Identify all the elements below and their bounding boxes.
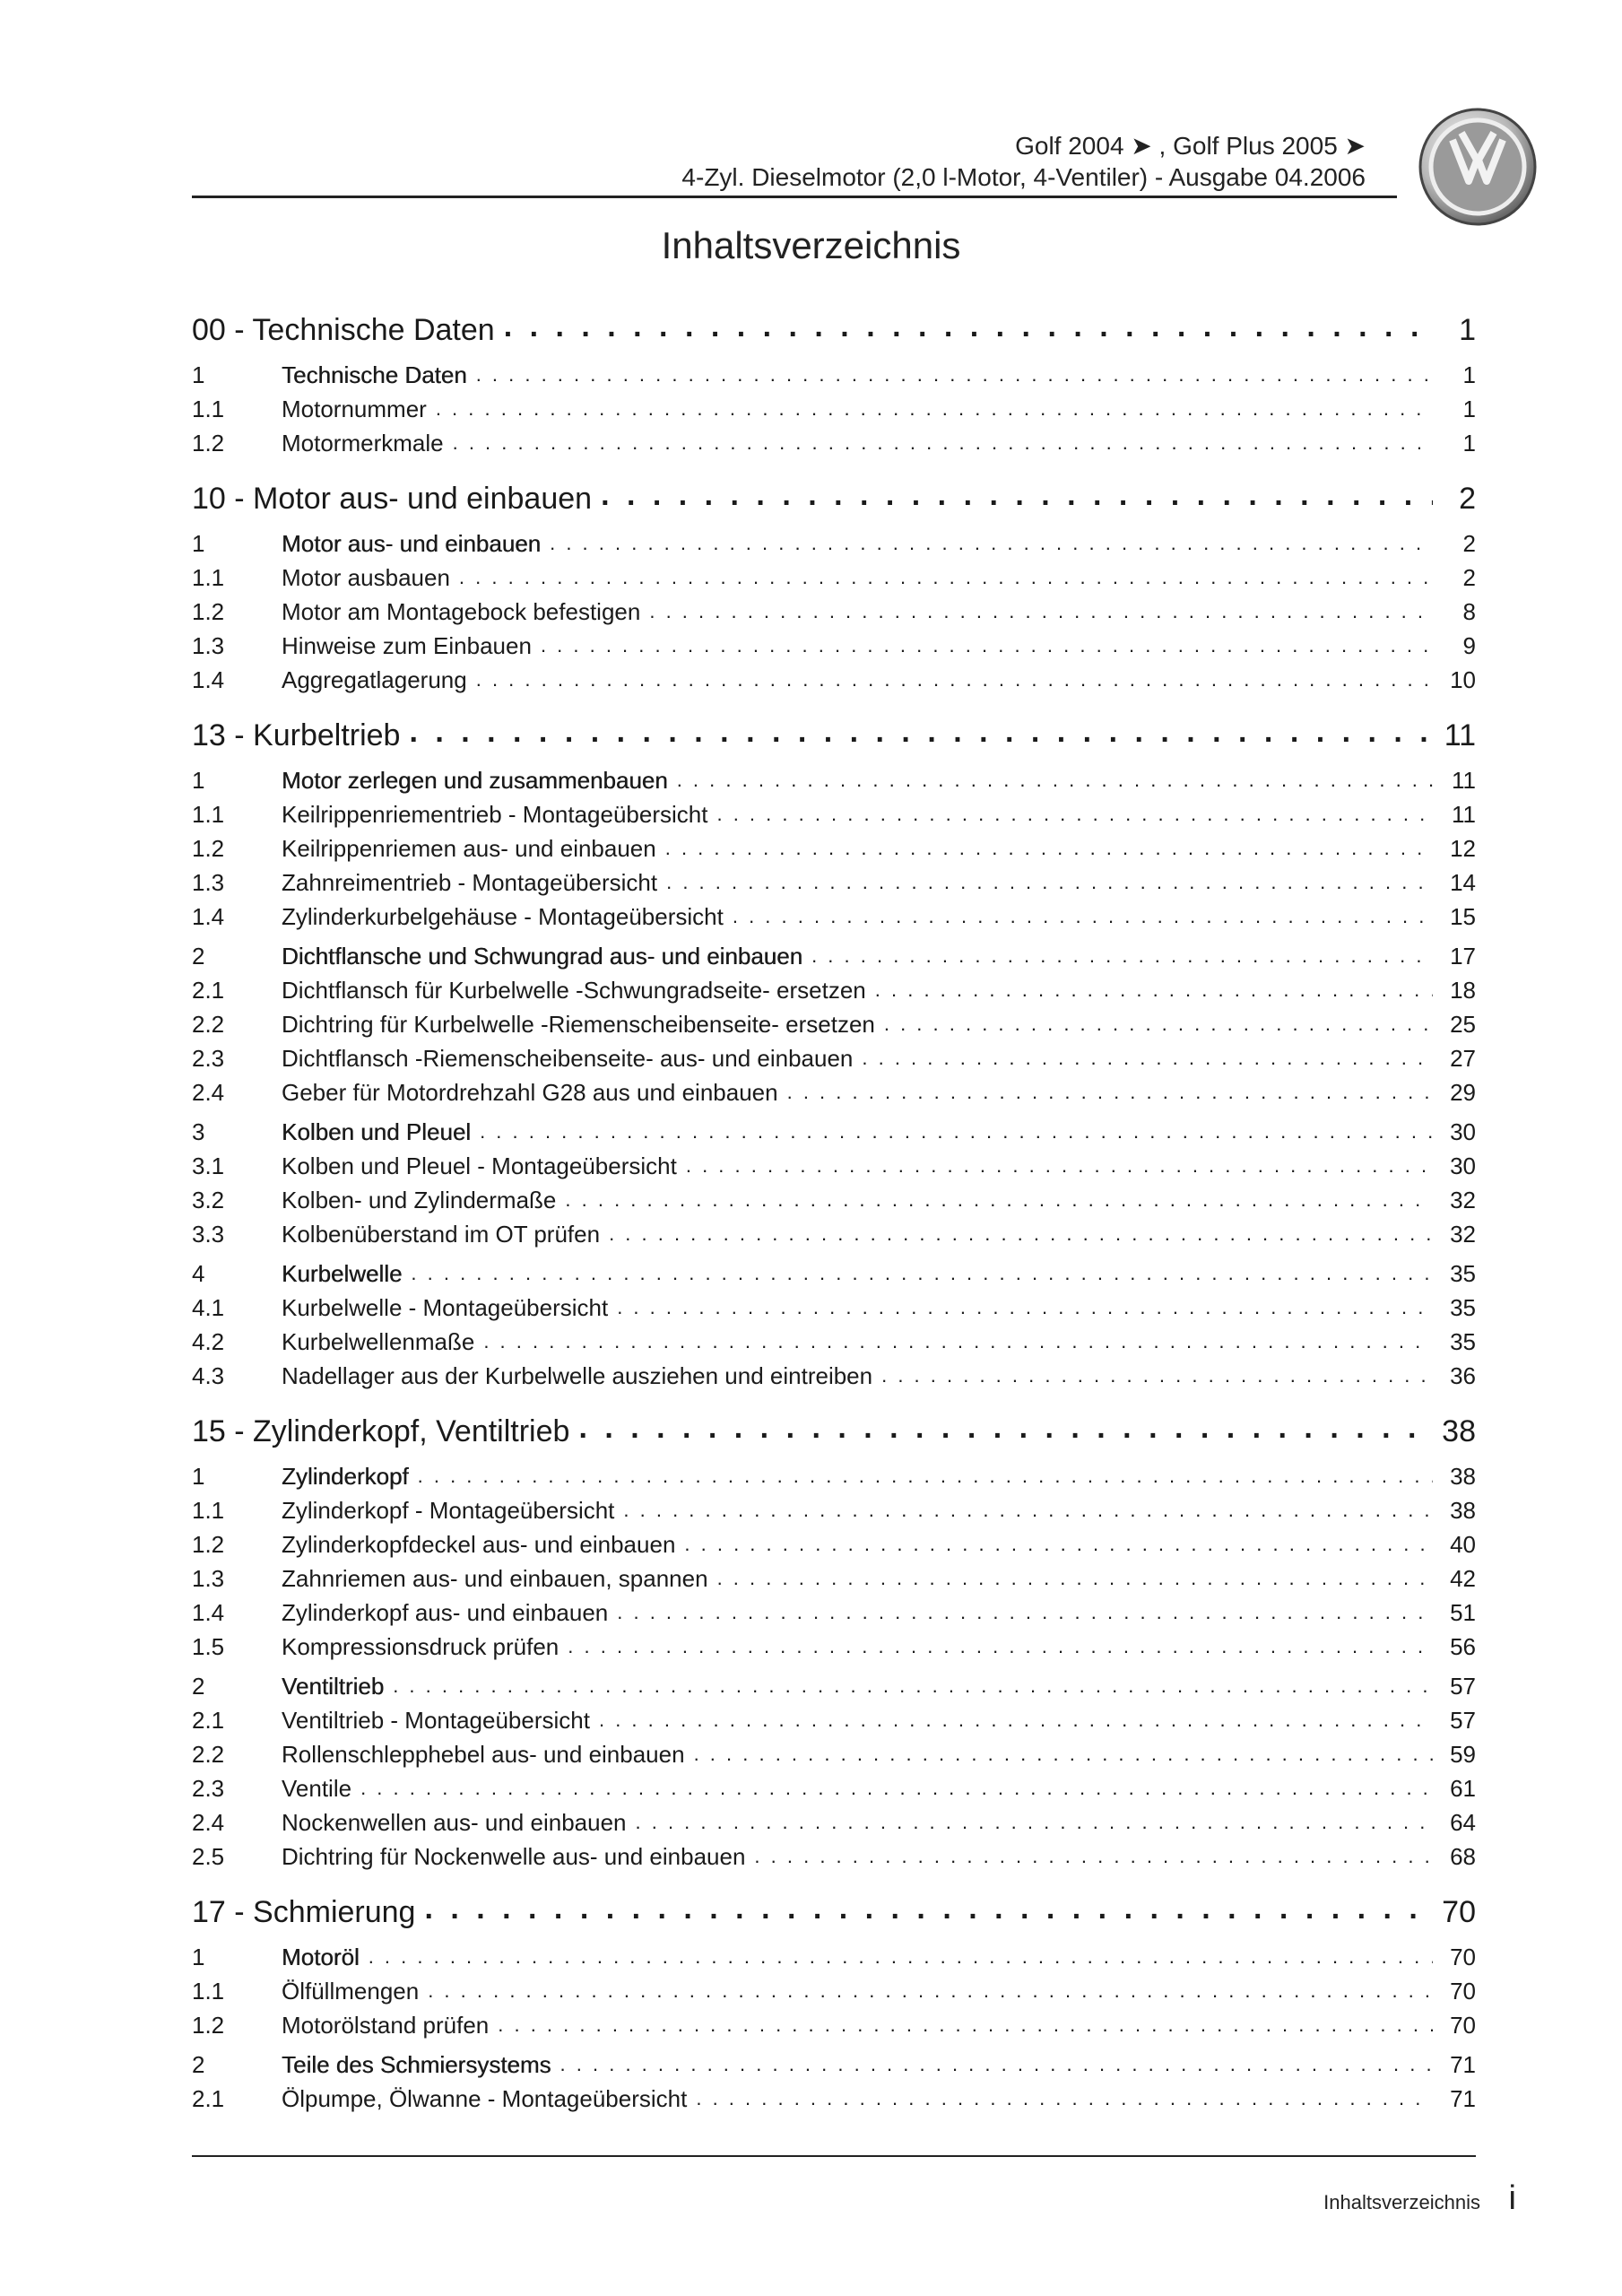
section-page: 57 xyxy=(1450,1707,1476,1734)
section-number: 2.4 xyxy=(192,1079,225,1106)
section-title: Technische Daten xyxy=(282,361,467,388)
section-title: Kolbenüberstand im OT prüfen xyxy=(282,1221,601,1248)
header-engine-line: 4-Zyl. Dieselmotor (2,0 l-Motor, 4-Ventiler) - Ausgabe 04.2006 xyxy=(681,163,1366,191)
subsection-entry[interactable] xyxy=(192,1009,1476,1043)
page-header xyxy=(192,106,1539,196)
section-title: Kurbelwelle - Montageübersicht xyxy=(282,1294,609,1321)
dot-leader xyxy=(498,2010,1433,2033)
dot-leader xyxy=(787,1077,1433,1100)
section-page: 61 xyxy=(1450,1775,1476,1802)
section-page: 9 xyxy=(1462,632,1476,659)
section-number: 1.5 xyxy=(192,1633,225,1660)
dot-leader xyxy=(733,901,1433,925)
section-group xyxy=(192,1671,1476,1875)
subsection-entry[interactable] xyxy=(192,1705,1476,1739)
section-number: 3 xyxy=(192,1118,205,1145)
section-number: 4.3 xyxy=(192,1362,225,1389)
subsection-entry[interactable] xyxy=(192,665,1476,699)
section-number: 4.2 xyxy=(192,1328,225,1355)
dot-leader xyxy=(560,2049,1433,2073)
section-page: 1 xyxy=(1462,430,1476,457)
toc-chapter xyxy=(192,309,1476,462)
section-number: 1 xyxy=(192,1944,205,1970)
section-title: Motoröl xyxy=(282,1944,360,1970)
subsection-entry[interactable] xyxy=(192,1361,1476,1395)
footer-label: Inhaltsverzeichnis xyxy=(1323,2191,1480,2213)
section-page: 71 xyxy=(1450,2085,1476,2112)
header-rule xyxy=(192,196,1397,198)
dot-leader xyxy=(665,833,1433,857)
toc-chapter xyxy=(192,1892,1476,2118)
section-page: 12 xyxy=(1450,835,1476,862)
section-page: 11 xyxy=(1452,801,1476,828)
chapter-entry[interactable] xyxy=(192,1892,1476,1936)
section-number: 2.4 xyxy=(192,1809,225,1836)
section-page: 35 xyxy=(1450,1294,1476,1321)
section-number: 2.2 xyxy=(192,1741,225,1768)
section-title: Motormerkmale xyxy=(282,430,444,457)
section-entry[interactable] xyxy=(192,1258,1476,1292)
subsection-entry[interactable] xyxy=(192,975,1476,1009)
section-title: Nadellager aus der Kurbelwelle ausziehen und eintreiben xyxy=(282,1362,873,1389)
section-page: 30 xyxy=(1450,1118,1476,1145)
dot-leader xyxy=(686,1151,1433,1174)
dot-leader xyxy=(666,867,1433,891)
dot-leader xyxy=(717,1563,1433,1587)
section-title: Dichtring für Kurbelwelle -Riemenscheibenseite- ersetzen xyxy=(282,1011,875,1038)
section-page: 32 xyxy=(1450,1187,1476,1213)
subsection-entry[interactable] xyxy=(192,1219,1476,1253)
section-group xyxy=(192,528,1476,699)
subsection-entry[interactable] xyxy=(192,1631,1476,1665)
toc-chapter xyxy=(192,1411,1476,1875)
section-title: Motor zerlegen und zusammenbauen xyxy=(282,767,668,794)
section-number: 2.3 xyxy=(192,1045,225,1072)
dot-leader xyxy=(617,1292,1433,1316)
dot-leader xyxy=(550,528,1433,552)
subsection-entry[interactable] xyxy=(192,1292,1476,1326)
section-page: 2 xyxy=(1462,564,1476,591)
dot-leader xyxy=(453,428,1433,451)
section-title: Zylinderkopf xyxy=(282,1463,409,1490)
section-number: 1 xyxy=(192,530,205,557)
section-number: 1.3 xyxy=(192,1565,225,1592)
section-title: Dichtflansch für Kurbelwelle -Schwungradseite- ersetzen xyxy=(282,977,866,1004)
section-page: 35 xyxy=(1450,1260,1476,1287)
dot-leader xyxy=(617,1597,1433,1621)
section-entry[interactable] xyxy=(192,1461,1476,1495)
section-title: Keilrippenriementrieb - Montageübersicht xyxy=(282,801,708,828)
section-page: 70 xyxy=(1450,1944,1476,1970)
section-page: 56 xyxy=(1450,1633,1476,1660)
subsection-entry[interactable] xyxy=(192,428,1476,462)
dot-leader xyxy=(684,1529,1433,1552)
chapter-title: 10 - Motor aus- und einbauen xyxy=(192,482,593,516)
subsection-entry[interactable] xyxy=(192,833,1476,867)
section-title: Zahnriemen aus- und einbauen, spannen xyxy=(282,1565,708,1592)
dot-leader xyxy=(418,1461,1433,1484)
section-title: Dichtring für Nockenwelle aus- und einbauen xyxy=(282,1843,746,1870)
dot-leader xyxy=(369,1942,1433,1965)
section-page: 32 xyxy=(1450,1221,1476,1248)
section-page: 57 xyxy=(1450,1673,1476,1700)
dot-leader xyxy=(424,1892,1426,1922)
dot-leader xyxy=(677,765,1433,788)
section-page: 71 xyxy=(1450,2051,1476,2078)
section-title: Motor am Montagebock befestigen xyxy=(282,598,641,625)
section-title: Kurbelwellenmaße xyxy=(282,1328,475,1355)
section-title: Kompressionsdruck prüfen xyxy=(282,1633,559,1660)
dot-leader xyxy=(541,631,1433,654)
subsection-entry[interactable] xyxy=(192,631,1476,665)
dot-leader xyxy=(881,1361,1433,1384)
subsection-entry[interactable] xyxy=(192,1739,1476,1773)
section-title: Teile des Schmiersystems xyxy=(282,2051,551,2078)
section-title: Nockenwellen aus- und einbauen xyxy=(282,1809,627,1836)
section-number: 2 xyxy=(192,1673,205,1700)
subsection-entry[interactable] xyxy=(192,1151,1476,1185)
section-group xyxy=(192,1942,1476,2044)
dot-leader xyxy=(393,1671,1433,1694)
section-page: 18 xyxy=(1450,977,1476,1004)
section-entry[interactable] xyxy=(192,528,1476,562)
section-number: 1.4 xyxy=(192,1599,225,1626)
section-number: 4 xyxy=(192,1260,205,1287)
section-page: 64 xyxy=(1450,1809,1476,1836)
section-group xyxy=(192,765,1476,935)
section-title: Ölpumpe, Ölwanne - Montageübersicht xyxy=(282,2085,688,2112)
section-page: 29 xyxy=(1450,1079,1476,1106)
section-number: 1.1 xyxy=(192,801,225,828)
section-number: 2.5 xyxy=(192,1843,225,1870)
subsection-entry[interactable] xyxy=(192,394,1476,428)
section-number: 1.2 xyxy=(192,430,225,457)
subsection-entry[interactable] xyxy=(192,1326,1476,1361)
subsection-entry[interactable] xyxy=(192,1043,1476,1077)
section-page: 15 xyxy=(1450,903,1476,930)
section-group xyxy=(192,360,1476,462)
dot-leader xyxy=(609,1219,1433,1242)
section-title: Zylinderkopf aus- und einbauen xyxy=(282,1599,609,1626)
footer-page-number: i xyxy=(1508,2179,1516,2217)
section-title: Motorölstand prüfen xyxy=(282,2012,490,2039)
footer-rule xyxy=(192,2155,1476,2157)
section-page: 10 xyxy=(1450,666,1476,693)
section-number: 2.3 xyxy=(192,1775,225,1802)
section-number: 3.1 xyxy=(192,1152,225,1179)
chapter-title: 13 - Kurbeltrieb xyxy=(192,718,401,752)
section-number: 1.2 xyxy=(192,598,225,625)
dot-leader xyxy=(436,394,1433,417)
chapter-entry[interactable] xyxy=(192,478,1476,523)
section-page: 38 xyxy=(1450,1463,1476,1490)
page-title: Inhaltsverzeichnis xyxy=(661,224,961,266)
subsection-entry[interactable] xyxy=(192,562,1476,596)
dot-leader xyxy=(568,1631,1433,1655)
section-title: Motornummer xyxy=(282,396,427,422)
section-page: 36 xyxy=(1450,1362,1476,1389)
section-page: 38 xyxy=(1450,1497,1476,1524)
section-page: 35 xyxy=(1450,1328,1476,1355)
dot-leader xyxy=(601,478,1433,509)
subsection-entry[interactable] xyxy=(192,799,1476,833)
subsection-entry[interactable] xyxy=(192,1597,1476,1631)
section-entry[interactable] xyxy=(192,2049,1476,2083)
section-page: 70 xyxy=(1450,1978,1476,2005)
chapter-title: 00 - Technische Daten xyxy=(192,313,495,347)
dot-leader xyxy=(754,1841,1433,1865)
subsection-entry[interactable] xyxy=(192,2083,1476,2118)
section-entry[interactable] xyxy=(192,941,1476,975)
section-group xyxy=(192,1461,1476,1665)
section-number: 1.3 xyxy=(192,869,225,896)
section-number: 1.1 xyxy=(192,1497,225,1524)
section-number: 3.2 xyxy=(192,1187,225,1213)
section-page: 51 xyxy=(1450,1599,1476,1626)
dot-leader xyxy=(476,665,1433,688)
section-title: Zylinderkopf - Montageübersicht xyxy=(282,1497,615,1524)
section-title: Zylinderkurbelgehäuse - Montageübersicht xyxy=(282,903,724,930)
section-title: Hinweise zum Einbauen xyxy=(282,632,532,659)
section-number: 1.4 xyxy=(192,903,225,930)
section-number: 4.1 xyxy=(192,1294,225,1321)
section-page: 30 xyxy=(1450,1152,1476,1179)
subsection-entry[interactable] xyxy=(192,1807,1476,1841)
section-page: 70 xyxy=(1450,2012,1476,2039)
section-number: 2.2 xyxy=(192,1011,225,1038)
section-title: Aggregatlagerung xyxy=(282,666,467,693)
section-number: 1.1 xyxy=(192,396,225,422)
section-entry[interactable] xyxy=(192,765,1476,799)
section-page: 68 xyxy=(1450,1843,1476,1870)
subsection-entry[interactable] xyxy=(192,1495,1476,1529)
chapter-entry[interactable] xyxy=(192,309,1476,354)
section-title: Geber für Motordrehzahl G28 aus und einbauen xyxy=(282,1079,778,1106)
dot-leader xyxy=(875,975,1433,998)
subsection-entry[interactable] xyxy=(192,1773,1476,1807)
dot-leader xyxy=(649,596,1433,620)
dot-leader xyxy=(480,1117,1433,1140)
section-page: 14 xyxy=(1450,869,1476,896)
section-number: 3.3 xyxy=(192,1221,225,1248)
section-title: Keilrippenriemen aus- und einbauen xyxy=(282,835,656,862)
dot-leader xyxy=(623,1495,1433,1518)
dot-leader xyxy=(411,1258,1433,1282)
section-title: Motor aus- und einbauen xyxy=(282,530,542,557)
section-number: 1 xyxy=(192,1463,205,1490)
section-page: 27 xyxy=(1450,1045,1476,1072)
section-number: 1.2 xyxy=(192,2012,225,2039)
dot-leader xyxy=(565,1185,1433,1208)
section-number: 2.1 xyxy=(192,977,225,1004)
section-page: 8 xyxy=(1462,598,1476,625)
dot-leader xyxy=(811,941,1433,964)
section-number: 1.4 xyxy=(192,666,225,693)
subsection-entry[interactable] xyxy=(192,596,1476,631)
dot-leader xyxy=(360,1773,1433,1796)
section-number: 1.3 xyxy=(192,632,225,659)
section-page: 11 xyxy=(1452,767,1476,794)
section-title: Rollenschlepphebel aus- und einbauen xyxy=(282,1741,685,1768)
section-page: 17 xyxy=(1450,943,1476,970)
dot-leader xyxy=(476,360,1433,383)
dot-leader xyxy=(409,715,1427,745)
section-group xyxy=(192,941,1476,1111)
header-model-line: Golf 2004 ➤ , Golf Plus 2005 ➤ xyxy=(1015,132,1366,160)
section-page: 1 xyxy=(1462,396,1476,422)
section-title: Dichtflansch -Riemenscheibenseite- aus- und einbauen xyxy=(282,1045,854,1072)
section-page: 59 xyxy=(1450,1741,1476,1768)
chapter-page: 1 xyxy=(1459,313,1476,347)
chapter-page: 38 xyxy=(1442,1414,1476,1448)
dot-leader xyxy=(459,562,1433,586)
section-group xyxy=(192,2049,1476,2118)
section-title: Kolben und Pleuel xyxy=(282,1118,472,1145)
section-number: 1.2 xyxy=(192,835,225,862)
section-group xyxy=(192,1117,1476,1253)
section-entry[interactable] xyxy=(192,360,1476,394)
table-of-contents xyxy=(192,309,1476,2134)
section-title: Kolben und Pleuel - Montageübersicht xyxy=(282,1152,677,1179)
section-entry[interactable] xyxy=(192,1942,1476,1976)
subsection-entry[interactable] xyxy=(192,901,1476,935)
section-title: Ventile xyxy=(282,1775,352,1802)
dot-leader xyxy=(636,1807,1434,1831)
section-title: Ölfüllmengen xyxy=(282,1978,420,2005)
section-number: 1.1 xyxy=(192,1978,225,2005)
section-title: Kurbelwelle xyxy=(282,1260,403,1287)
dot-leader xyxy=(599,1705,1433,1728)
dot-leader xyxy=(884,1009,1433,1032)
chapter-page: 11 xyxy=(1444,718,1476,752)
section-number: 1 xyxy=(192,767,205,794)
subsection-entry[interactable] xyxy=(192,1077,1476,1111)
section-page: 2 xyxy=(1462,530,1476,557)
chapter-entry[interactable] xyxy=(192,715,1476,760)
section-title: Ventiltrieb - Montageübersicht xyxy=(282,1707,590,1734)
section-number: 2 xyxy=(192,2051,205,2078)
section-title: Motor ausbauen xyxy=(282,564,450,591)
section-number: 1 xyxy=(192,361,205,388)
dot-leader xyxy=(428,1976,1433,1999)
subsection-entry[interactable] xyxy=(192,1976,1476,2010)
dot-leader xyxy=(696,2083,1433,2107)
chapter-page: 2 xyxy=(1459,482,1476,516)
vw-logo-icon xyxy=(1417,106,1539,228)
chapter-entry[interactable] xyxy=(192,1411,1476,1456)
subsection-entry[interactable] xyxy=(192,2010,1476,2044)
subsection-entry[interactable] xyxy=(192,867,1476,901)
section-number: 2 xyxy=(192,943,205,970)
section-number: 1.2 xyxy=(192,1531,225,1558)
chapter-page: 70 xyxy=(1442,1895,1476,1929)
section-page: 1 xyxy=(1462,361,1476,388)
subsection-entry[interactable] xyxy=(192,1563,1476,1597)
dot-leader xyxy=(862,1043,1433,1066)
subsection-entry[interactable] xyxy=(192,1529,1476,1563)
dot-leader xyxy=(716,799,1433,822)
section-number: 2.1 xyxy=(192,1707,225,1734)
section-title: Kolben- und Zylindermaße xyxy=(282,1187,557,1213)
section-number: 1.1 xyxy=(192,564,225,591)
dot-leader xyxy=(578,1411,1426,1441)
section-entry[interactable] xyxy=(192,1671,1476,1705)
section-title: Dichtflansche und Schwungrad aus- und einbauen xyxy=(282,943,803,970)
section-page: 40 xyxy=(1450,1531,1476,1558)
section-title: Zahnreimentrieb - Montageübersicht xyxy=(282,869,658,896)
chapter-title: 17 - Schmierung xyxy=(192,1895,416,1929)
dot-leader xyxy=(483,1326,1433,1350)
dot-leader xyxy=(504,309,1433,340)
toc-chapter xyxy=(192,715,1476,1395)
subsection-entry[interactable] xyxy=(192,1841,1476,1875)
dot-leader xyxy=(694,1739,1433,1762)
section-number: 2.1 xyxy=(192,2085,225,2112)
chapter-title: 15 - Zylinderkopf, Ventiltrieb xyxy=(192,1414,570,1448)
section-title: Zylinderkopfdeckel aus- und einbauen xyxy=(282,1531,676,1558)
section-group xyxy=(192,1258,1476,1395)
section-entry[interactable] xyxy=(192,1117,1476,1151)
toc-chapter xyxy=(192,478,1476,699)
section-title: Ventiltrieb xyxy=(282,1673,385,1700)
subsection-entry[interactable] xyxy=(192,1185,1476,1219)
section-page: 42 xyxy=(1450,1565,1476,1592)
section-page: 25 xyxy=(1450,1011,1476,1038)
